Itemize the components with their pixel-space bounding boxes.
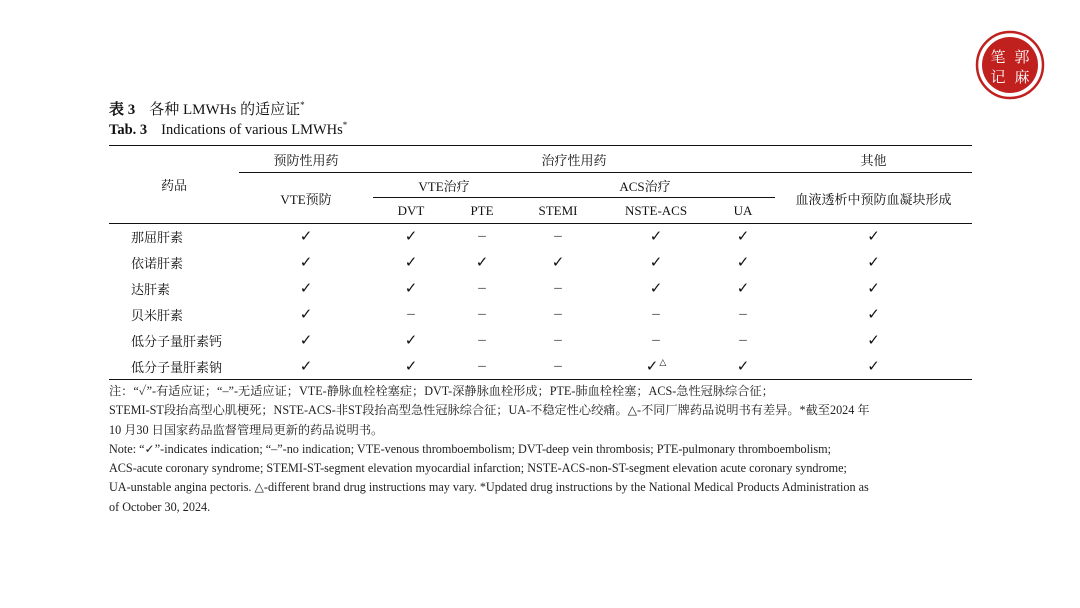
cell-mark: ✓ (551, 255, 565, 271)
cell-mark: – (478, 280, 486, 296)
table-row (109, 224, 972, 250)
indications-table (109, 145, 972, 380)
cell-mark: – (407, 306, 415, 322)
header-vte-prevention: VTE预防 (239, 173, 373, 224)
note-en-line: of October 30, 2024. (109, 499, 211, 514)
triangle-note-marker: △ (659, 356, 667, 367)
drug-name: 达肝素 (131, 282, 171, 297)
header-nste-acs: NSTE-ACS (601, 198, 711, 224)
seal-char-1: 笔 (990, 48, 1006, 66)
cell-mark: ✓ (404, 333, 418, 349)
header-vte-treatment: VTE治疗 (373, 173, 515, 198)
header-hemodialysis: 血液透析中预防血凝块形成 (775, 173, 972, 224)
cell-mark-with-note (601, 354, 711, 380)
drug-name: 那屈肝素 (131, 230, 184, 246)
caption-text-zh: 各种 LMWHs 的适应证 (149, 102, 301, 118)
cell-mark: – (554, 332, 562, 348)
cell-mark: ✓ (239, 354, 373, 380)
cell-mark: ✓ (867, 281, 880, 297)
header-other: 其他 (775, 146, 972, 173)
seal-char-4: 麻 (1014, 68, 1030, 86)
caption-star-zh: * (300, 100, 305, 110)
table-caption-en (109, 120, 347, 139)
cell-mark: – (478, 228, 486, 245)
table-row (109, 328, 972, 354)
cell-mark: – (652, 332, 660, 348)
header-ua: UA (711, 198, 775, 224)
table-caption-zh (109, 98, 305, 119)
note-zh-line: 10 月30 日国家药品监督管理局更新的药品说明书。 (109, 422, 384, 437)
header-treatment: 治疗性用药 (373, 146, 775, 173)
cell-mark: ✓ (299, 307, 313, 323)
header-pte: PTE (449, 198, 515, 224)
cell-mark: ✓ (299, 333, 313, 349)
caption-label-zh: 表 3 (109, 102, 136, 118)
cell-mark: – (739, 332, 747, 348)
note-en-line: ACS-acute coronary syndrome; STEMI-ST-segment elevation myocardial infarction; NSTE-ACS-non-ST-segment elevation acute coronary syndrome; (109, 461, 847, 476)
cell-mark: – (554, 280, 562, 296)
drug-name: 贝米肝素 (131, 308, 184, 323)
cell-mark: – (554, 306, 562, 322)
seal-char-2: 郭 (1014, 48, 1030, 66)
table-row (109, 354, 972, 380)
caption-star-en: * (342, 120, 348, 130)
cell-mark: ✓ (867, 307, 880, 323)
cell-mark: ✓ (649, 255, 663, 271)
cell-mark: ✓ (299, 281, 313, 297)
cell-mark: ✓ (404, 229, 418, 246)
cell-mark: – (652, 306, 660, 322)
seal-logo (975, 30, 1045, 100)
cell-mark: ✓ (475, 255, 489, 271)
cell-mark: ✓ (736, 281, 750, 297)
cell-mark: ✓ (404, 255, 418, 271)
header-acs-treatment: ACS治疗 (515, 173, 775, 198)
table-notes (109, 382, 979, 517)
note-en-line: UA-unstable angina pectoris. △-different brand drug instructions may vary. *Updated drug instructions by the National Medical Products Administration as (109, 480, 869, 495)
cell-mark: – (478, 306, 486, 322)
cell-mark: ✓ (736, 255, 750, 271)
drug-name: 依诺肝素 (131, 256, 184, 271)
cell-mark: – (515, 354, 601, 380)
header-prevention: 预防性用药 (239, 146, 373, 173)
cell-mark: ✓ (649, 281, 663, 297)
cell-mark: – (449, 354, 515, 380)
cell-mark: – (478, 332, 486, 348)
cell-mark: ✓ (299, 255, 313, 271)
cell-mark: ✓ (645, 358, 659, 375)
header-stemi: STEMI (515, 198, 601, 224)
cell-mark: ✓ (775, 354, 972, 380)
note-en-line: Note: “✓”-indicates indication; “–”-no indication; VTE-venous thromboembolism; DVT-deep vein thrombosis; PTE-pulmonary thromboembolism; (109, 441, 832, 456)
cell-mark: ✓ (867, 229, 880, 246)
cell-mark: ✓ (404, 281, 418, 297)
table-row (109, 250, 972, 276)
seal-char-3: 记 (990, 68, 1006, 86)
caption-text-en: Indications of various LMWHs (161, 121, 343, 138)
table-row (109, 276, 972, 302)
cell-mark: ✓ (867, 333, 880, 349)
cell-mark: ✓ (867, 255, 880, 271)
cell-mark: – (739, 306, 747, 322)
header-drug: 药品 (109, 146, 239, 224)
cell-mark: ✓ (736, 229, 750, 246)
drug-name: 低分子量肝素钙 (131, 334, 223, 349)
cell-mark: ✓ (649, 229, 663, 246)
cell-mark: ✓ (711, 354, 775, 380)
note-zh-line: STEMI-ST段抬高型心肌梗死；NSTE-ACS-非ST段抬高型急性冠脉综合征；UA-不稳定性心绞痛。△-不同厂牌药品说明书有差异。*截至2024 年 (109, 403, 870, 418)
drug-name: 低分子量肝素钠 (109, 354, 239, 380)
header-dvt: DVT (373, 198, 449, 224)
cell-mark: ✓ (299, 229, 313, 246)
note-zh-line: 注：“✓”-有适应证；“–”-无适应证；VTE-静脉血栓栓塞症；DVT-深静脉血栓形成；PTE-肺血栓栓塞；ACS-急性冠脉综合征； (109, 384, 774, 398)
caption-label-en: Tab. 3 (109, 121, 148, 138)
table-row (109, 302, 972, 328)
cell-mark: ✓ (373, 354, 449, 380)
cell-mark: – (554, 228, 562, 245)
